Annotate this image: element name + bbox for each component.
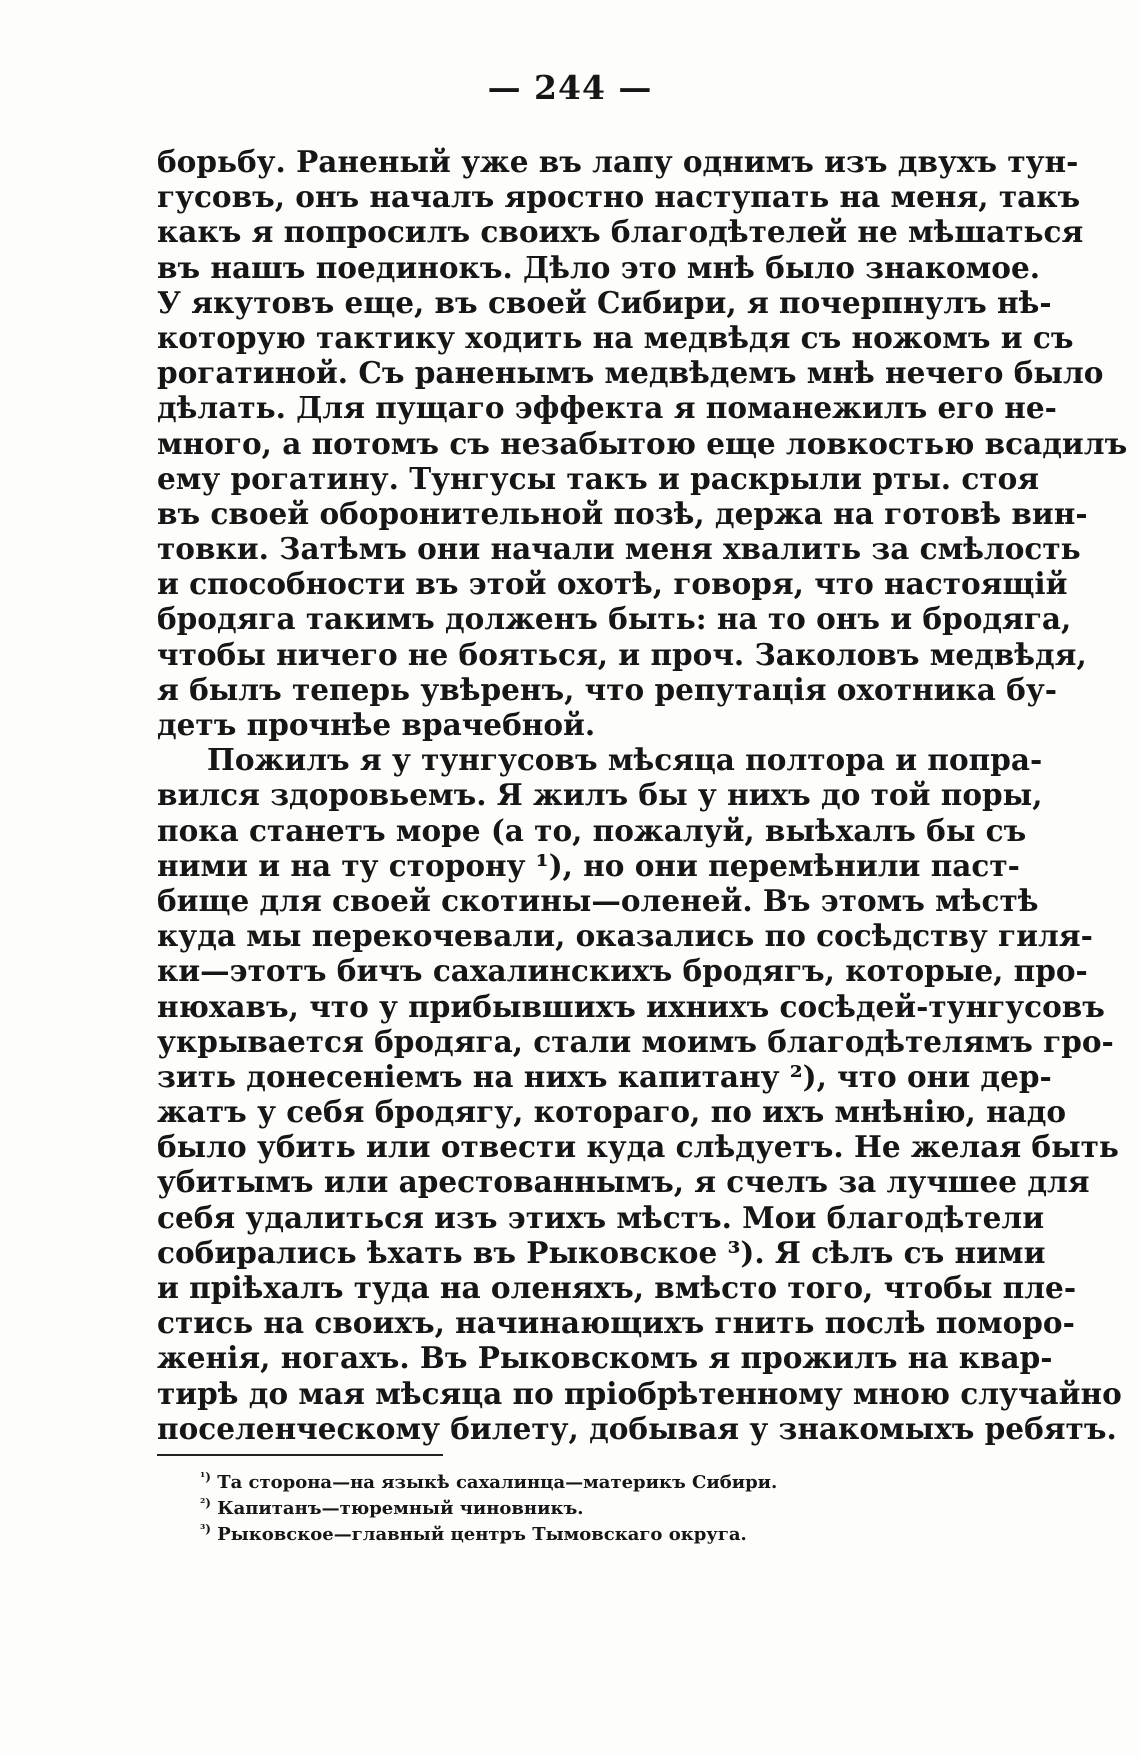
text-line: бище для своей скотины—оленей. Въ этомъ мѣстѣ: [157, 882, 1039, 918]
footnote-item: [200, 1470, 1000, 1496]
text-line: женія, ногахъ. Въ Рыковскомъ я прожилъ на квар-: [157, 1340, 1053, 1376]
text-line: поселенческому билету, добывая у знакомыхъ ребятъ.: [157, 1410, 1117, 1446]
text-line: борьбу. Раненый уже въ лапу однимъ изъ двухъ тун-: [157, 144, 1079, 179]
footnote-text: Капитанъ—тюремный чиновникъ.: [217, 1498, 584, 1519]
text-line: стись на своихъ, начинающихъ гнить послѣ поморо-: [157, 1305, 1075, 1341]
footnotes: [200, 1470, 1000, 1548]
text-line: ему рогатину. Тунгусы такъ и раскрыли рты. стоя: [157, 460, 1040, 496]
text-line: пока станетъ море (а то, пожалуй, выѣхалъ бы съ: [157, 812, 1027, 848]
text-line: собирались ѣхать въ Рыковское ³). Я сѣлъ съ ними: [157, 1234, 1046, 1270]
text-line: зить донесеніемъ на нихъ капитану ²), что они дер-: [157, 1058, 1052, 1094]
footnote-item: [200, 1496, 1000, 1522]
text-line: товки. Затѣмъ они начали меня хвалить за смѣлость: [157, 531, 1081, 567]
text-line: было убить или отвести куда слѣдуетъ. Не желая быть: [157, 1129, 1119, 1165]
text-line: Пожилъ я у тунгусовъ мѣсяца полтора и попра-: [207, 742, 1043, 778]
text-line: себя удалиться изъ этихъ мѣстъ. Мои благодѣтели: [157, 1199, 1045, 1235]
footnote-text: Та сторона—на языкѣ сахалинца—материкъ Сибири.: [217, 1472, 778, 1493]
text-line: убитымъ или арестованнымъ, я счелъ за лучшее для: [157, 1164, 1090, 1200]
text-line: какъ я попросилъ своихъ благодѣтелей не мѣшаться: [157, 214, 1084, 250]
text-line: вился здоровьемъ. Я жилъ бы у нихъ до той поры,: [157, 777, 1043, 813]
text-line: которую тактику ходить на медвѣдя съ ножомъ и съ: [157, 319, 1074, 355]
text-line: чтобы ничего не бояться, и проч. Заколовъ медвѣдя,: [157, 636, 1087, 672]
footnote-text: Рыковское—главный центръ Тымовскаго округа.: [217, 1524, 747, 1545]
text-line: жатъ у себя бродягу, котораго, по ихъ мнѣнію, надо: [157, 1094, 1067, 1130]
text-line: я былъ теперь увѣренъ, что репутація охотника бу-: [157, 671, 1057, 707]
text-line: ними и на ту сторону ¹), но они перемѣнили паст-: [157, 847, 1020, 883]
text-line: детъ прочнѣе врачебной.: [157, 707, 596, 742]
text-line: гусовъ, онъ началъ яростно наступать на меня, такъ: [157, 179, 1081, 215]
text-line: тирѣ до мая мѣсяца по пріобрѣтенному мною случайно: [157, 1375, 1122, 1411]
footnote-mark: ¹): [200, 1470, 211, 1484]
text-line: У якутовъ еще, въ своей Сибири, я почерпнулъ нѣ-: [157, 284, 1052, 320]
body-text: [157, 144, 1128, 1446]
text-line: и способности въ этой охотѣ, говоря, что настоящій: [157, 566, 1068, 602]
footnote-item: [200, 1522, 1000, 1548]
footnote-mark: ³): [200, 1522, 211, 1536]
text-line: въ нашъ поединокъ. Дѣло это мнѣ было знакомое.: [157, 249, 1041, 285]
text-line: и пріѣхалъ туда на оленяхъ, вмѣсто того, чтобы пле-: [157, 1270, 1077, 1305]
text-line: куда мы перекочевали, оказались по сосѣдству гиля-: [157, 918, 1093, 954]
footnote-divider: [157, 1454, 443, 1456]
text-line: нюхавъ, что у прибывшихъ ихнихъ сосѣдей-тунгусовъ: [157, 988, 1105, 1024]
footnote-mark: ²): [200, 1496, 211, 1510]
page-number: — 244 —: [487, 68, 653, 107]
text-line: ки—этотъ бичъ сахалинскихъ бродягъ, которые, про-: [157, 953, 1088, 989]
text-line: бродяга такимъ долженъ быть: на то онъ и бродяга,: [157, 601, 1072, 637]
text-line: въ своей оборонительной позѣ, держа на готовѣ вин-: [157, 495, 1088, 531]
text-line: много, а потомъ съ незабытою еще ловкостью всадилъ: [157, 425, 1128, 461]
text-line: дѣлать. Для пущаго эффекта я поманежилъ его не-: [157, 390, 1057, 426]
text-line: укрывается бродяга, стали моимъ благодѣтелямъ гро-: [157, 1023, 1114, 1059]
text-line: рогатиной. Съ раненымъ медвѣдемъ мнѣ нечего было: [157, 355, 1104, 391]
